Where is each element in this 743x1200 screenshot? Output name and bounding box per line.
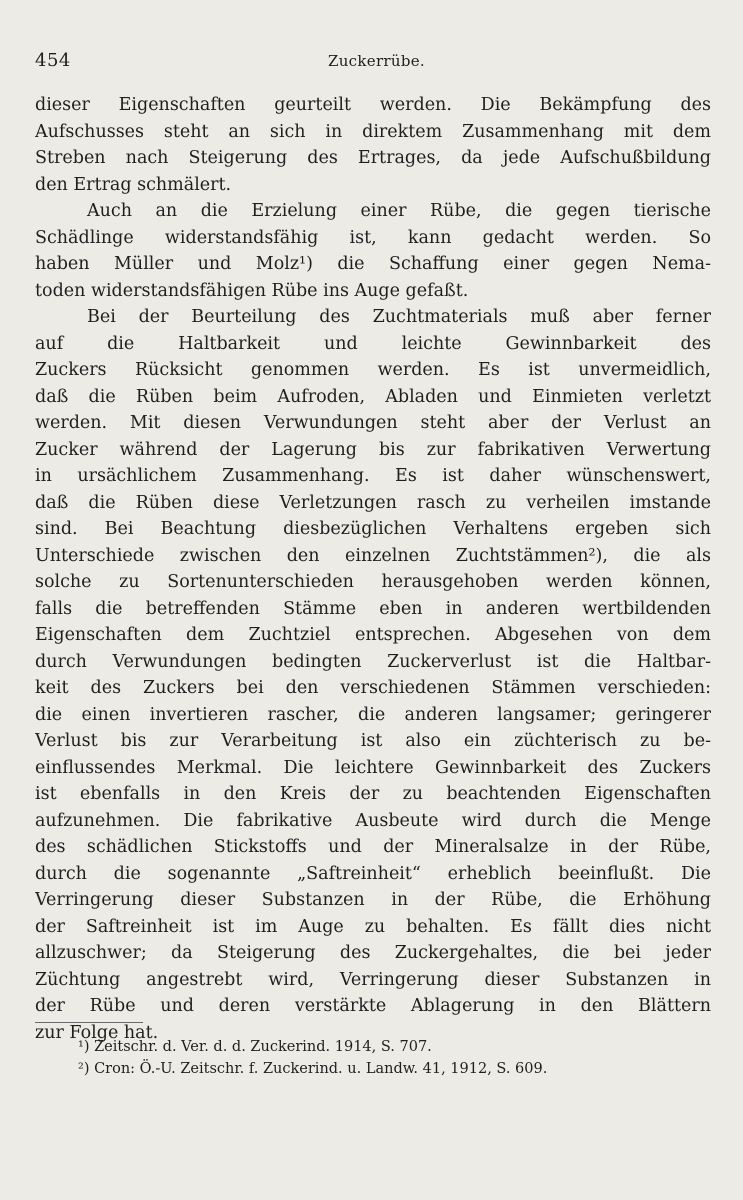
text-line: Schädlinge widerstandsfähig ist, kann gedacht werden. So bbox=[35, 227, 711, 248]
footnote-1: ¹) Zeitschr. d. Ver. d. d. Zuckerind. 1914, S. 707. bbox=[78, 1039, 432, 1055]
text-line: solche zu Sortenunterschieden herausgehoben werden können, bbox=[35, 572, 711, 592]
text-line: durch Verwundungen bedingten Zuckerverlust ist die Haltbar- bbox=[35, 651, 711, 672]
text-line: daß die Rüben beim Aufroden, Abladen und Einmieten verletzt bbox=[35, 386, 711, 407]
text-line: aufzunehmen. Die fabrikative Ausbeute wird durch die Menge bbox=[35, 810, 711, 831]
text-line: auf die Haltbarkeit und leichte Gewinnbarkeit des bbox=[35, 333, 711, 354]
text-line: Verringerung dieser Substanzen in der Rübe, die Erhöhung bbox=[35, 890, 711, 910]
text-line: Aufschusses steht an sich in direktem Zusammenhang mit dem bbox=[35, 121, 711, 142]
text-line: Zuckers Rücksicht genommen werden. Es ist unvermeidlich, bbox=[35, 360, 711, 380]
text-line: Auch an die Erzielung einer Rübe, die gegen tierische bbox=[87, 201, 711, 221]
text-line: der Rübe und deren verstärkte Ablagerung in den Blättern bbox=[35, 996, 711, 1016]
text-line: keit des Zuckers bei den verschiedenen Stämmen verschieden: bbox=[35, 678, 711, 698]
text-line: zur Folge hat. bbox=[35, 1022, 159, 1043]
text-line: falls die betreffenden Stämme eben in anderen wertbildenden bbox=[35, 598, 711, 619]
body-text bbox=[35, 92, 711, 1046]
text-line: Streben nach Steigerung des Ertrages, da jede Aufschußbildung bbox=[35, 148, 711, 168]
text-line: Eigenschaften dem Zuchtziel entsprechen. Abgesehen von dem bbox=[35, 625, 711, 645]
text-line: einflussendes Merkmal. Die leichtere Gewinnbarkeit des Zuckers bbox=[35, 757, 711, 778]
text-line: Zucker während der Lagerung bis zur fabrikativen Verwertung bbox=[35, 439, 711, 460]
text-line: toden widerstandsfähigen Rübe ins Auge gefaßt. bbox=[35, 280, 469, 301]
text-line: den Ertrag schmälert. bbox=[35, 174, 232, 195]
text-line: dieser Eigenschaften geurteilt werden. Die Bekämpfung des bbox=[35, 95, 711, 115]
footnote-divider bbox=[35, 1022, 143, 1023]
running-title: Zuckerrübe. bbox=[328, 52, 425, 70]
page-header bbox=[35, 50, 710, 72]
page-number: 454 bbox=[35, 50, 71, 71]
text-line: durch die sogenannte „Saftreinheit“ erheblich beeinflußt. Die bbox=[35, 863, 711, 884]
text-line: daß die Rüben diese Verletzungen rasch zu verheilen imstande bbox=[35, 492, 711, 513]
text-line: Verlust bis zur Verarbeitung ist also ein züchterisch zu be- bbox=[35, 731, 711, 751]
text-line: sind. Bei Beachtung diesbezüglichen Verhaltens ergeben sich bbox=[35, 519, 711, 539]
footnote-2: ²) Cron: Ö.-U. Zeitschr. f. Zuckerind. u. Landw. 41, 1912, S. 609. bbox=[78, 1061, 548, 1077]
text-line: allzuschwer; da Steigerung des Zuckergehaltes, die bei jeder bbox=[35, 943, 711, 963]
text-line: Unterschiede zwischen den einzelnen Zuchtstämmen²), die als bbox=[35, 545, 711, 566]
text-line: die einen invertieren rascher, die anderen langsamer; geringerer bbox=[35, 704, 711, 725]
text-line: Bei der Beurteilung des Zuchtmaterials muß aber ferner bbox=[87, 307, 711, 327]
text-line: haben Müller und Molz¹) die Schaffung einer gegen Nema- bbox=[35, 254, 711, 274]
text-line: werden. Mit diesen Verwundungen steht aber der Verlust an bbox=[35, 413, 711, 433]
text-line: der Saftreinheit ist im Auge zu behalten. Es fällt dies nicht bbox=[35, 916, 711, 937]
footnotes bbox=[78, 1036, 718, 1080]
text-line: in ursächlichem Zusammenhang. Es ist daher wünschenswert, bbox=[35, 466, 711, 486]
text-line: des schädlichen Stickstoffs und der Mineralsalze in der Rübe, bbox=[35, 837, 711, 857]
text-line: ist ebenfalls in den Kreis der zu beachtenden Eigenschaften bbox=[35, 784, 711, 804]
text-line: Züchtung angestrebt wird, Verringerung dieser Substanzen in bbox=[35, 969, 711, 990]
